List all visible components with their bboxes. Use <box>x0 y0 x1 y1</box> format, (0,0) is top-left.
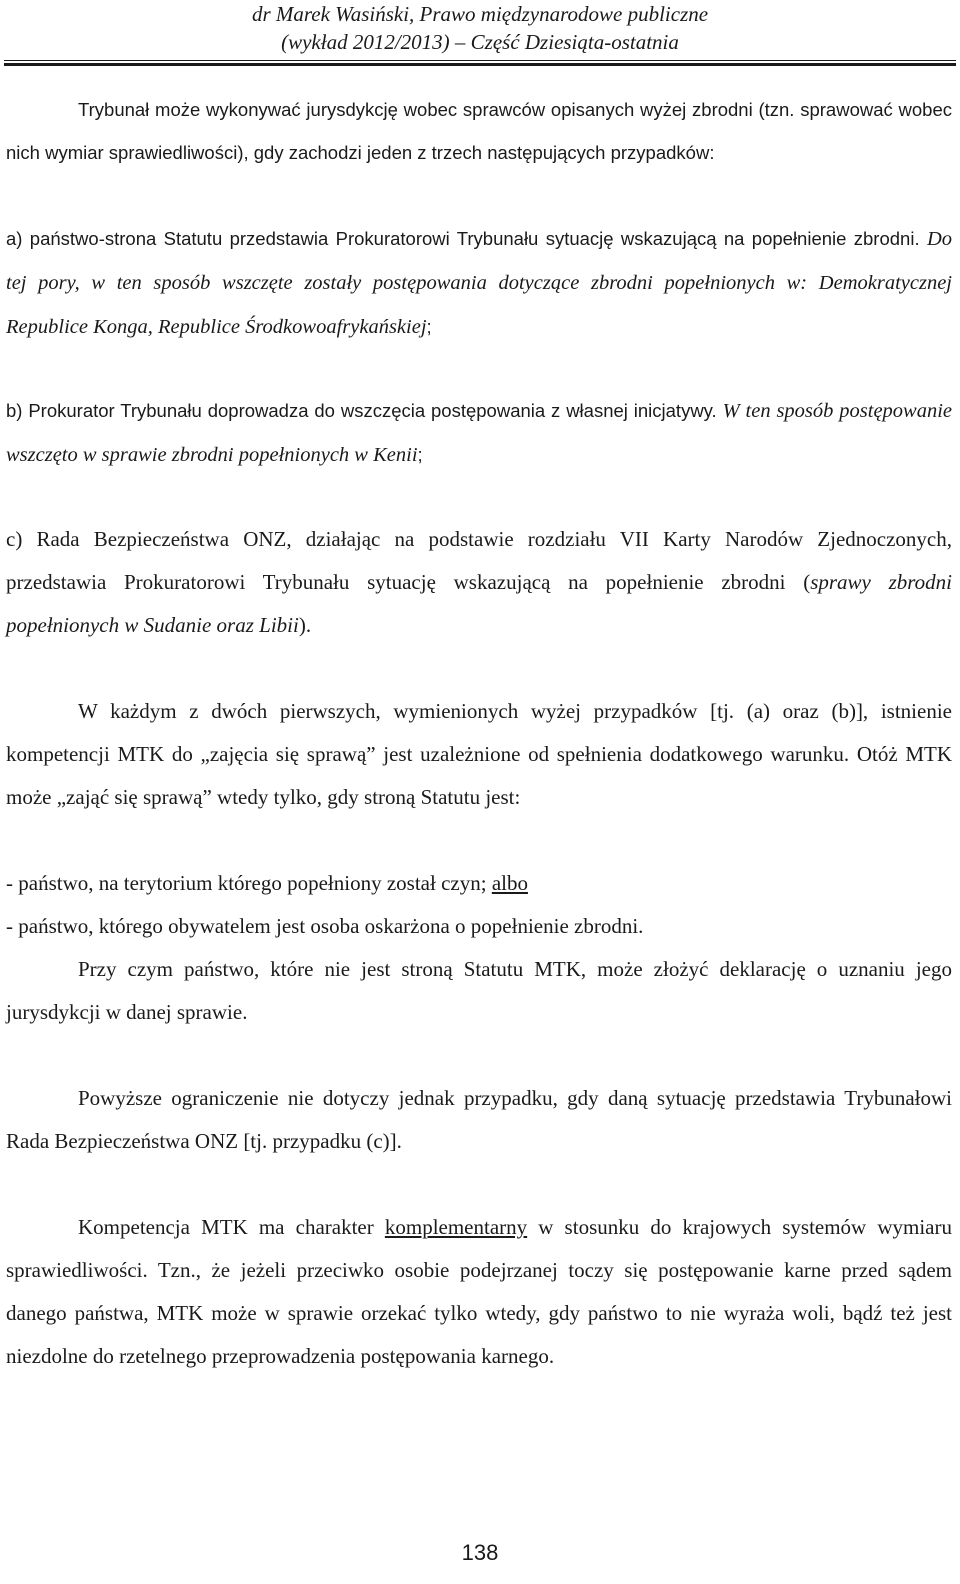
paragraph-case-b <box>6 389 952 477</box>
case-a-end: ; <box>426 316 432 337</box>
case-b-end: ; <box>417 444 423 465</box>
case-b-text: b) Prokurator Trybunału doprowadza do wszczęcia postępowania z własnej inicjatywy. <box>6 400 717 421</box>
complementarity-after: w stosunku do krajowych systemów wymiaru sprawiedliwości. Tzn., że jeżeli przeciwko osobie podejrzanej toczy się postępowanie karne przed sądem danego państwa, MTK może w sprawie orzekać tylko wtedy, gdy państwo to nie wyraża woli, bądź też jest niezdolne do rzetelnego przeprowadzenia postępowania karnego. <box>6 1215 952 1368</box>
header-rule-thick <box>4 63 956 66</box>
case-c-text: c) Rada Bezpieczeństwa ONZ, działając na podstawie rozdziału VII Karty Narodów Zjednoczonych, przedstawia Prokuratorowi Trybunału sytuację wskazującą na popełnienie zbrodni ( <box>6 527 952 594</box>
header-line-1: dr Marek Wasiński, Prawo międzynarodowe publiczne <box>251 2 709 26</box>
page-number: 138 <box>461 1540 499 1565</box>
case-a-examples: Do tej pory, w ten sposób wszczęte zostały postępowania dotyczące zbrodni popełnionych w: Demokratycznej Republice Konga, Republice Środkowoafrykańskiej <box>6 228 952 338</box>
list-item-territory <box>6 862 952 905</box>
list-item-territory-or: albo <box>491 871 528 895</box>
case-a-text: a) państwo-strona Statutu przedstawia Prokuratorowi Trybunału sytuację wskazującą na popełnienie zbrodni. <box>6 228 920 249</box>
paragraph-complementarity <box>6 1206 952 1378</box>
paragraph-condition: W każdym z dwóch pierwszych, wymienionych wyżej przypadków [tj. (a) oraz (b)], istnienie kompetencji MTK do „zajęcia się sprawą” jest uzależnione od spełnienia dodatkowego warunku. Otóż MTK może „zająć się sprawą” wtedy tylko, gdy stroną Statutu jest: <box>6 699 952 809</box>
case-c-end: ). <box>298 613 312 637</box>
paragraph-intro: Trybunał może wykonywać jurysdykcję wobec sprawców opisanych wyżej zbrodni (tzn. sprawować wobec nich wymiar sprawiedliwości), gdy zachodzi jeden z trzech następujących przypadków: <box>6 99 952 163</box>
complementarity-term: komplementarny <box>384 1215 528 1239</box>
paragraph-case-c <box>6 518 952 647</box>
list-item-nationality: - państwo, którego obywatelem jest osoba oskarżona o popełnienie zbrodni. <box>6 914 644 938</box>
list-item-territory-text: - państwo, na terytorium którego popełniony został czyn; <box>6 871 492 895</box>
header-line-2: (wykład 2012/2013) – Część Dziesiąta-ostatnia <box>281 30 679 54</box>
paragraph-limitation: Powyższe ograniczenie nie dotyczy jednak przypadku, gdy daną sytuację przedstawia Trybunałowi Rada Bezpieczeństwa ONZ [tj. przypadku (c)]. <box>6 1086 952 1153</box>
complementarity-before: Kompetencja MTK ma charakter <box>78 1215 385 1239</box>
paragraph-declaration: Przy czym państwo, które nie jest stroną Statutu MTK, może złożyć deklarację o uznaniu jego jurysdykcji w danej sprawie. <box>6 957 952 1024</box>
header-rule-thin <box>4 60 956 61</box>
case-b-examples: W ten sposób postępowanie wszczęto w sprawie zbrodni popełnionych w Kenii <box>6 400 953 466</box>
paragraph-case-a <box>6 217 952 349</box>
case-c-examples: sprawy zbrodni popełnionych w Sudanie oraz Libii <box>6 570 952 637</box>
